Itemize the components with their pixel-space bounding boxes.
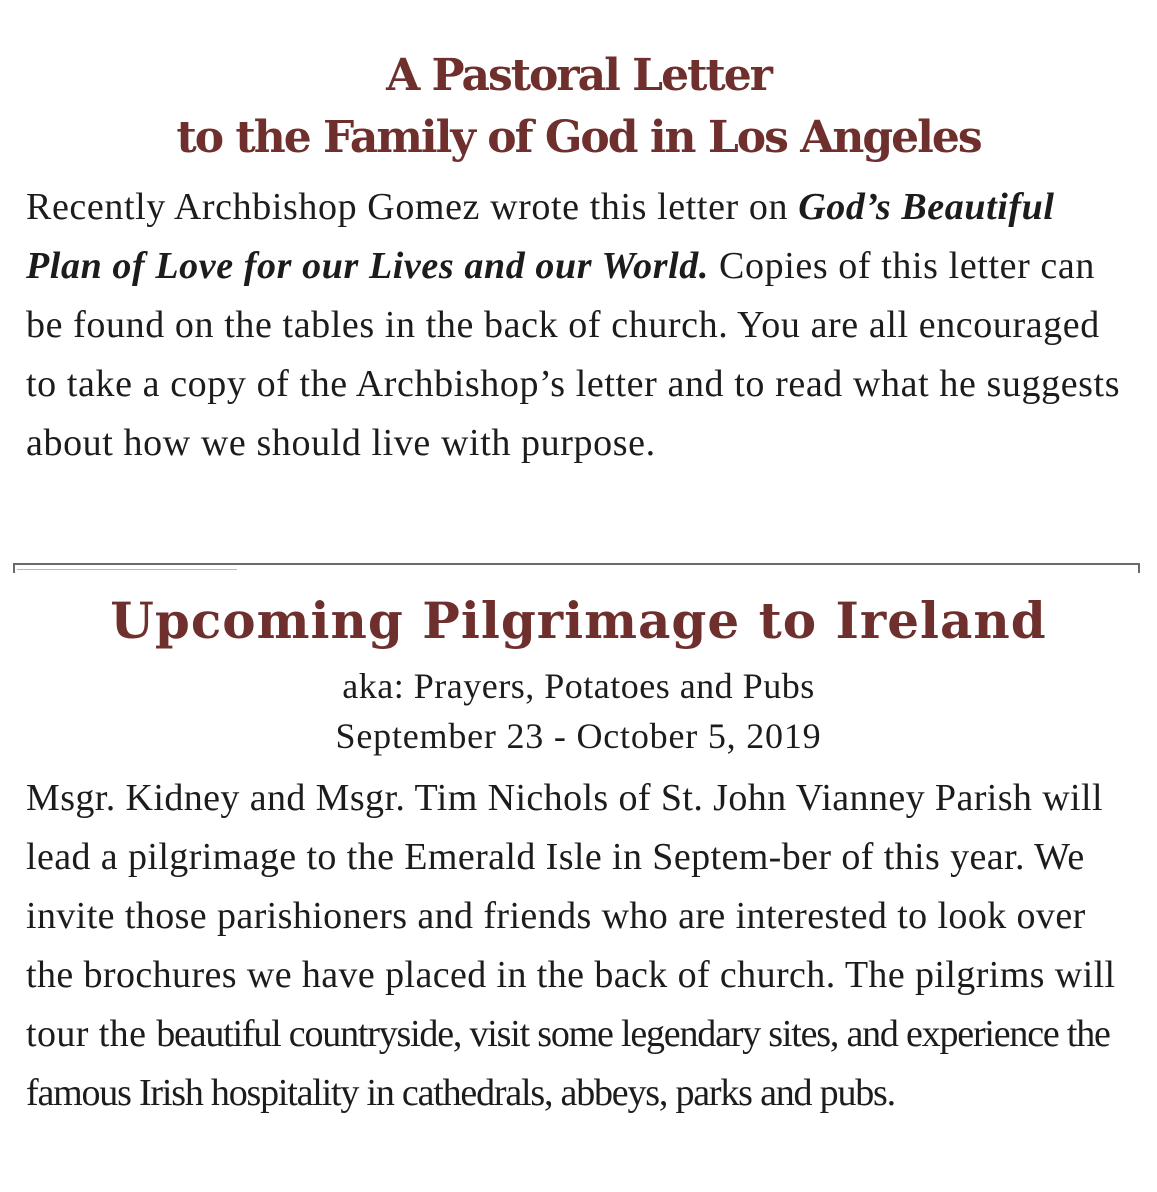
letter-title-line-1: A Pastoral Letter bbox=[386, 50, 771, 101]
pilgrimage-body-ending: beautiful countryside, visit some legendary sites, and experience the famous Irish hospitality in cathedrals, abbeys, parks and pubs. bbox=[26, 1013, 1110, 1114]
letter-title-line-2: to the Family of God in Los Angeles bbox=[176, 112, 981, 163]
pilgrimage-body bbox=[26, 769, 1136, 1123]
letter-title-reference: God’s Beautiful Plan of Love for our Lives and our World. bbox=[26, 186, 1055, 287]
pilgrimage-body-main: Msgr. Kidney and Msgr. Tim Nichols of St. John Vianney Parish will lead a pilgrimage to the Emerald Isle in Septem-ber of this year. We invite those parishioners and friends who are interested to look over the brochures we have placed in the back of church. The pilgrims will tour the bbox=[26, 777, 1116, 1055]
pilgrimage-dates: September 23 - October 5, 2019 bbox=[335, 716, 822, 756]
pilgrimage-title: Upcoming Pilgrimage to Ireland bbox=[110, 591, 1047, 650]
letter-body-rest: Copies of this letter can be found on the tables in the back of church. You are all encouraged to take a copy of the Archbishop’s letter and to read what he suggests about how we should live with purpose. bbox=[26, 245, 1121, 464]
letter-body-intro: Recently Archbishop Gomez wrote this letter on bbox=[26, 186, 799, 228]
section-divider bbox=[13, 563, 1140, 573]
letter-body bbox=[26, 178, 1136, 473]
pilgrimage-aka: aka: Prayers, Potatoes and Pubs bbox=[342, 666, 815, 706]
section-divider-accent bbox=[17, 569, 237, 570]
